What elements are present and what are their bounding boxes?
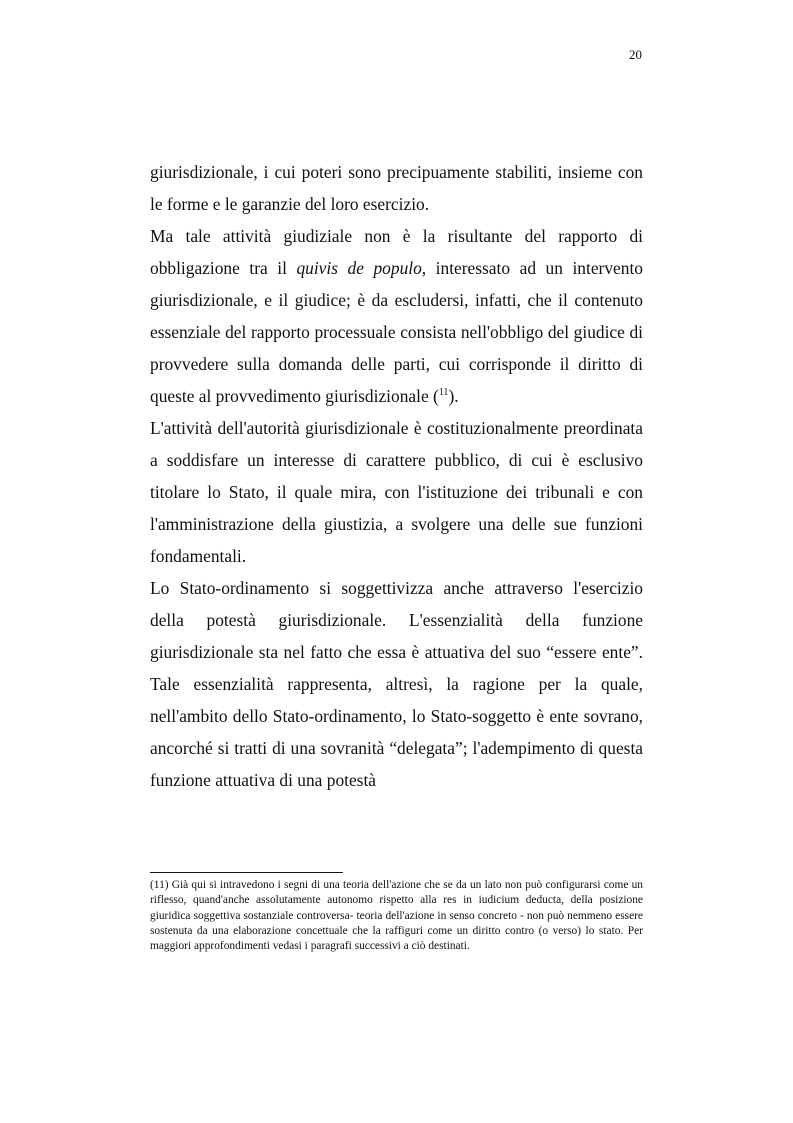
footnote-11: (11) Già qui si intravedono i segni di una teoria dell'azione che se da un lato non può configurarsi come un riflesso, quand'anche assolutamente autonomo rispetto alla res in iudicium deducta, della posizione giuridica soggettiva sostanziale controversa- teoria dell'azione in senso concreto - non può nemmeno essere sostenuta da una elaborazione concettuale che la raffiguri come un diritto contro (o verso) lo stato. Per maggiori approfondimenti vedasi i paragrafi successivi a ciò destinati.: [150, 879, 643, 953]
paragraph-2: [150, 220, 643, 412]
paragraph-4: Lo Stato-ordinamento si soggettivizza anche attraverso l'esercizio della potestà giurisdizionale. L'essenzialità della funzione giurisdizionale sta nel fatto che essa è attuativa del suo “essere ente”. Tale essenzialità rappresenta, altresì, la ragione per la quale, nell'ambito dello Stato-ordinamento, lo Stato-soggetto è ente sovrano, ancorché si tratti di una sovranità “delegata”; l'adempimento di questa funzione attuativa di una potestà: [150, 578, 643, 790]
paragraph-3: L'attività dell'autorità giurisdizionale è costituzionalmente preordinata a soddisfare un interesse di carattere pubblico, di cui è esclusivo titolare lo Stato, il quale mira, con l'istituzione dei tribunali e con l'amministrazione della giustizia, a svolgere una delle sue funzioni fondamentali.: [150, 418, 643, 566]
footnote-separator: [150, 872, 343, 873]
paragraph-2-text-b: , interessato ad un intervento giurisdizionale, e il giudice; è da escludersi, infatti, che il contenuto essenziale del rapporto processuale consista nell'obbligo del giudice di provvedere sulla domanda delle parti, cui corrisponde il diritto di queste al provvedimento giurisdizionale (: [150, 258, 643, 406]
body-text: [150, 156, 643, 796]
footnote-reference: 11: [438, 387, 449, 398]
paragraph-2-text-c: ).: [448, 386, 459, 406]
paragraph-1: giurisdizionale, i cui poteri sono precipuamente stabiliti, insieme con le forme e le garanzie del loro esercizio.: [150, 162, 643, 214]
latin-phrase: quivis de populo: [296, 258, 422, 278]
page-number: 20: [629, 47, 642, 62]
paragraph-2-text-a: Ma tale attività giudiziale non è la risultante del rapporto di obbligazione tra il: [150, 226, 643, 278]
